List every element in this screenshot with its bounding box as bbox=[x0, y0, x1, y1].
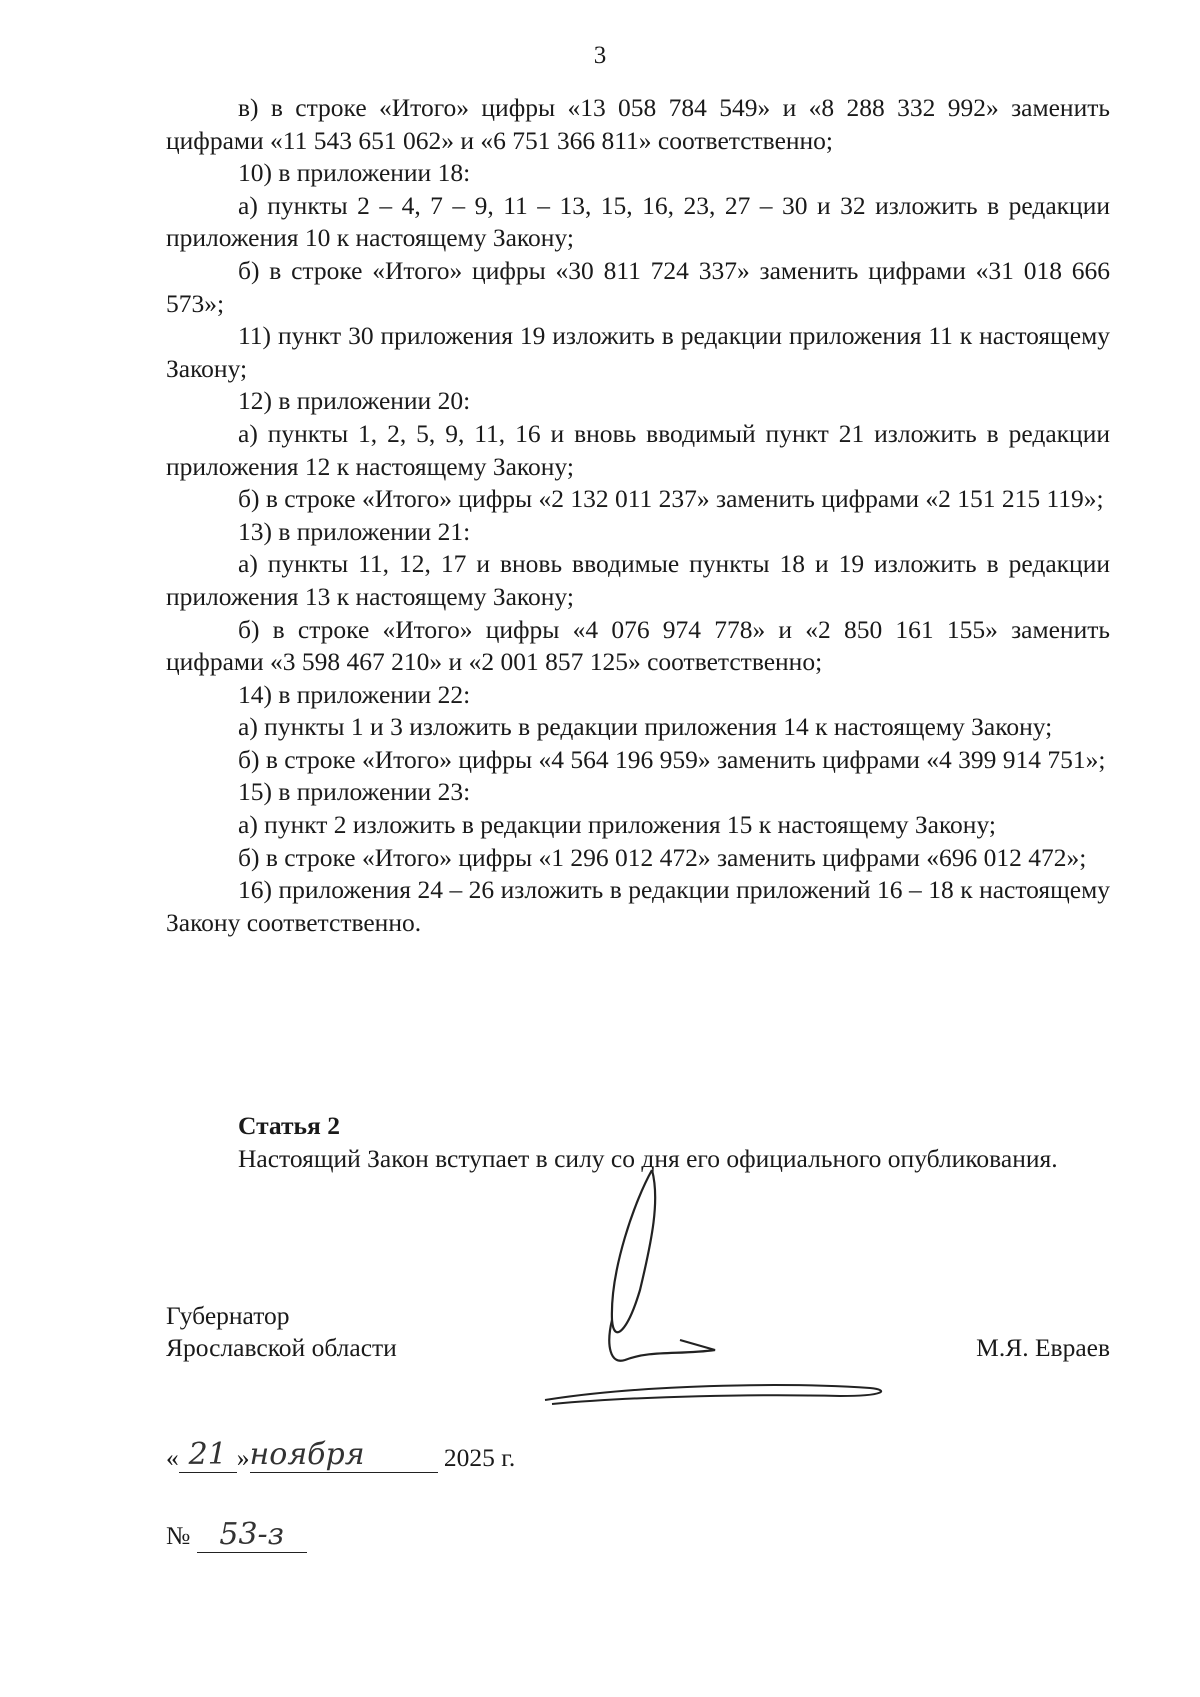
paragraph: 12) в приложении 20: bbox=[238, 386, 471, 416]
signature-image bbox=[540, 1160, 970, 1427]
amendments-list bbox=[166, 92, 1110, 939]
paragraph: а) пункты 1, 2, 5, 9, 11, 16 и вновь вводимый пункт 21 изложить в редакции приложения 12 к настоящему Закону; bbox=[166, 418, 1110, 481]
paragraph: б) в строке «Итого» цифры «2 132 011 237» заменить цифрами «2 151 215 119»; bbox=[238, 484, 1104, 514]
paragraph: 11) пункт 30 приложения 19 изложить в редакции приложения 11 к настоящему Закону; bbox=[166, 321, 1110, 383]
paragraph: 10) в приложении 18: bbox=[238, 158, 471, 188]
date-open-quote: « bbox=[166, 1443, 179, 1472]
paragraph: а) пункты 1 и 3 изложить в редакции приложения 14 к настоящему Закону; bbox=[238, 712, 1053, 742]
paragraph: в) в строке «Итого» цифры «13 058 784 549» и «8 288 332 992» заменить цифрами «11 543 651 062» и «6 751 366 811» соответственно; bbox=[166, 93, 1110, 155]
paragraph: а) пункты 2 – 4, 7 – 9, 11 – 13, 15, 16, 23, 27 – 30 и 32 изложить в редакции приложения 10 к настоящему Закону; bbox=[166, 190, 1110, 253]
date-day: 21 bbox=[188, 1437, 227, 1472]
paragraph: а) пункты 11, 12, 17 и вновь вводимые пункты 18 и 19 изложить в редакции приложения 13 к настоящему Закону; bbox=[166, 549, 1110, 611]
number-sign: № bbox=[166, 1521, 191, 1550]
paragraph: б) в строке «Итого» цифры «30 811 724 337» заменить цифрами «31 018 666 573»; bbox=[166, 255, 1110, 318]
position-line: Губернатор bbox=[166, 1301, 290, 1330]
paragraph: 13) в приложении 21: bbox=[238, 516, 471, 546]
governor-position bbox=[166, 1300, 397, 1364]
paragraph: а) пункт 2 изложить в редакции приложения 15 к настоящему Закону; bbox=[238, 810, 996, 840]
article-title: Статья 2 bbox=[238, 1111, 340, 1140]
position-line: Ярославской области bbox=[166, 1333, 397, 1362]
article-text: Настоящий Закон вступает в силу со дня его официального опубликования. bbox=[238, 1143, 1058, 1173]
paragraph: 15) в приложении 23: bbox=[238, 777, 471, 807]
paragraph: б) в строке «Итого» цифры «1 296 012 472» заменить цифрами «696 012 472»; bbox=[238, 842, 1087, 872]
paragraph: 16) приложения 24 – 26 изложить в редакции приложений 16 – 18 к настоящему Закону соответственно. bbox=[166, 875, 1110, 937]
law-number bbox=[166, 1517, 307, 1553]
signing-date bbox=[166, 1437, 515, 1473]
page-number: 3 bbox=[593, 42, 607, 69]
paragraph: б) в строке «Итого» цифры «4 076 974 778» и «2 850 161 155» заменить цифрами «3 598 467 210» и «2 001 857 125» соответственно; bbox=[166, 614, 1110, 677]
date-year: 2025 г. bbox=[443, 1443, 516, 1472]
paragraph: 14) в приложении 22: bbox=[238, 679, 471, 709]
date-close-quote: » bbox=[236, 1443, 250, 1472]
governor-name: М.Я. Евраев bbox=[976, 1333, 1110, 1362]
paragraph: б) в строке «Итого» цифры «4 564 196 959» заменить цифрами «4 399 914 751»; bbox=[238, 744, 1106, 774]
number-value: 53-з bbox=[219, 1517, 285, 1552]
date-month: ноября bbox=[249, 1437, 365, 1472]
